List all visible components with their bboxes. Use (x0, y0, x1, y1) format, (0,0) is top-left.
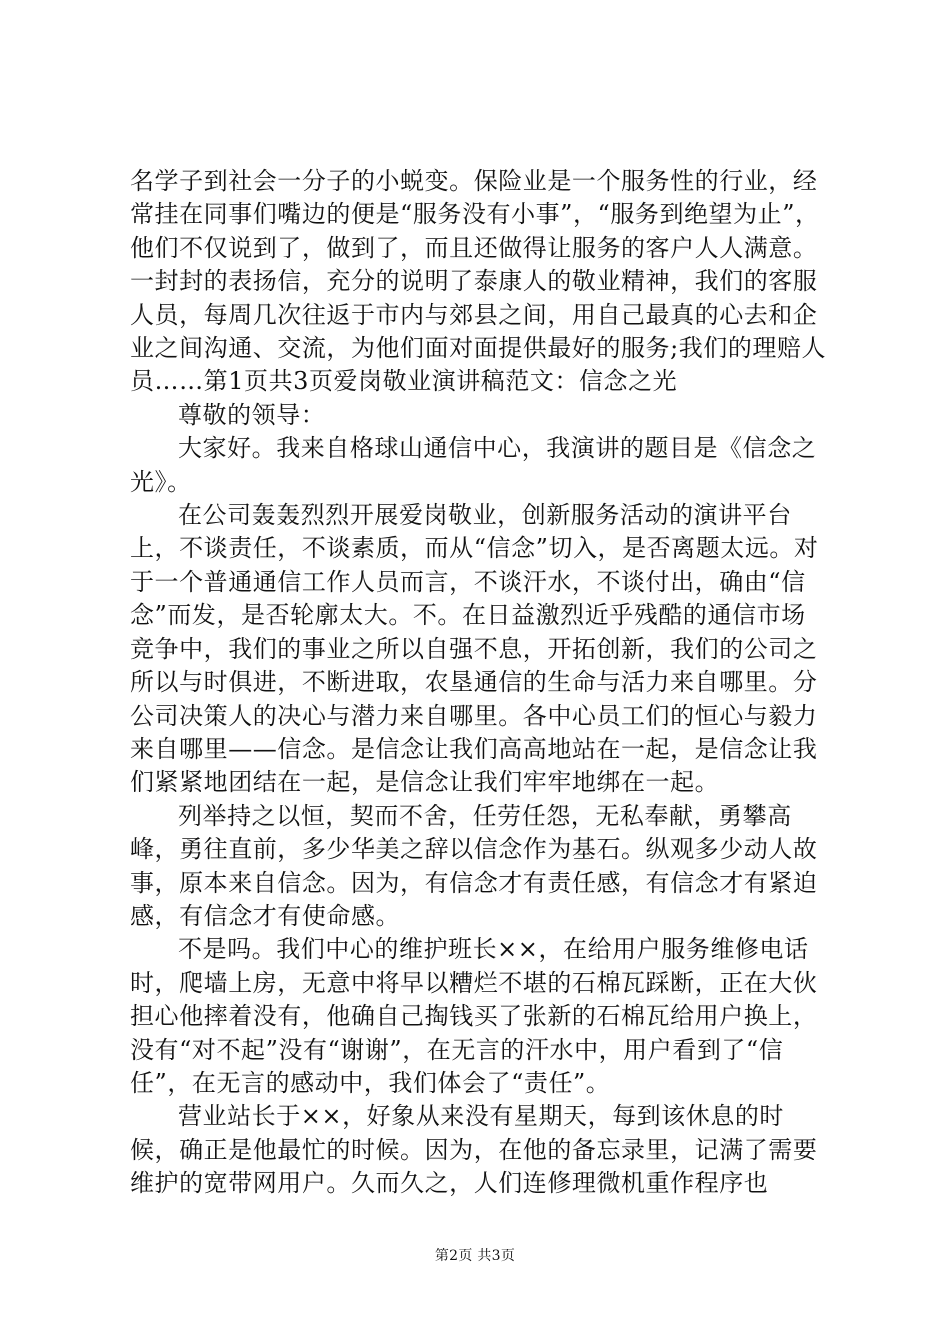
paragraph-belief: 在公司轰轰烈烈开展爱岗敬业，创新服务活动的演讲平台上，不谈责任，不谈素质，而从“信念”切入，是否离题太远。对于一个普通通信工作人员而言，不谈汗水，不谈付出，确由“信念”而发，是否轮廓太大。不。在日益激烈近乎残酷的通信市场竞争中，我们的事业之所以自强不息，开拓创新，我们的公司之所以与时俱进，不断进取，农垦通信的生命与活力来自哪里。分公司决策人的决心与潜力来自哪里。各中心员工们的恒心与毅力来自哪里——信念。是信念让我们高高地站在一起，是信念让我们紧紧地团结在一起，是信念让我们牢牢地绑在一起。 (130, 501, 819, 797)
paragraph-examples: 列举持之以恒，契而不舍，任劳任怨，无私奉献，勇攀高峰，勇往直前，多少华美之辞以信念作为基石。纵观多少动人故事，原本来自信念。因为，有信念才有责任感，有信念才有紧迫感，有信念才有使命感。 (130, 801, 818, 930)
paragraph-maintenance-story: 不是吗。我们中心的维护班长××，在给用户服务维修电话时，爬墙上房，无意中将早以糟烂不堪的石棉瓦踩断，正在大伙担心他摔着没有，他确自己掏钱买了张新的石棉瓦给用户换上，没有“对不起”没有“谢谢”，在无言的汗水中，用户看到了“信任”，在无言的感动中，我们体会了“责任”。 (130, 935, 818, 1097)
document-body (130, 165, 830, 1201)
paragraph-continuation: 名学子到社会一分子的小蜕变。保险业是一个服务性的行业，经常挂在同事们嘴边的便是“服务没有小事”，“服务到绝望为止”，他们不仅说到了，做到了，而且还做得让服务的客户人人满意。一封封的表扬信，充分的说明了泰康人的敬业精神，我们的客服人员，每周几次往返于市内与郊县之间，用自己最真的心去和企业之间沟通、交流，为他们面对面提供最好的服务;我们的理赔人员……第1页共3页爱岗敬业演讲稿范文：信念之光 (130, 167, 827, 396)
page-footer: 第2页 共3页 (434, 1248, 516, 1264)
paragraph-station-manager: 营业站长于××，好象从来没有星期天，每到该休息的时候，确正是他最忙的时候。因为，在他的备忘录里，记满了需要维护的宽带网用户。久而久之，人们连修理微机重作程序也 (130, 1102, 818, 1198)
paragraph-greeting: 大家好。我来自格球山通信中心，我演讲的题目是《信念之光》。 (130, 434, 817, 496)
paragraph-salutation: 尊敬的领导： (178, 400, 326, 429)
